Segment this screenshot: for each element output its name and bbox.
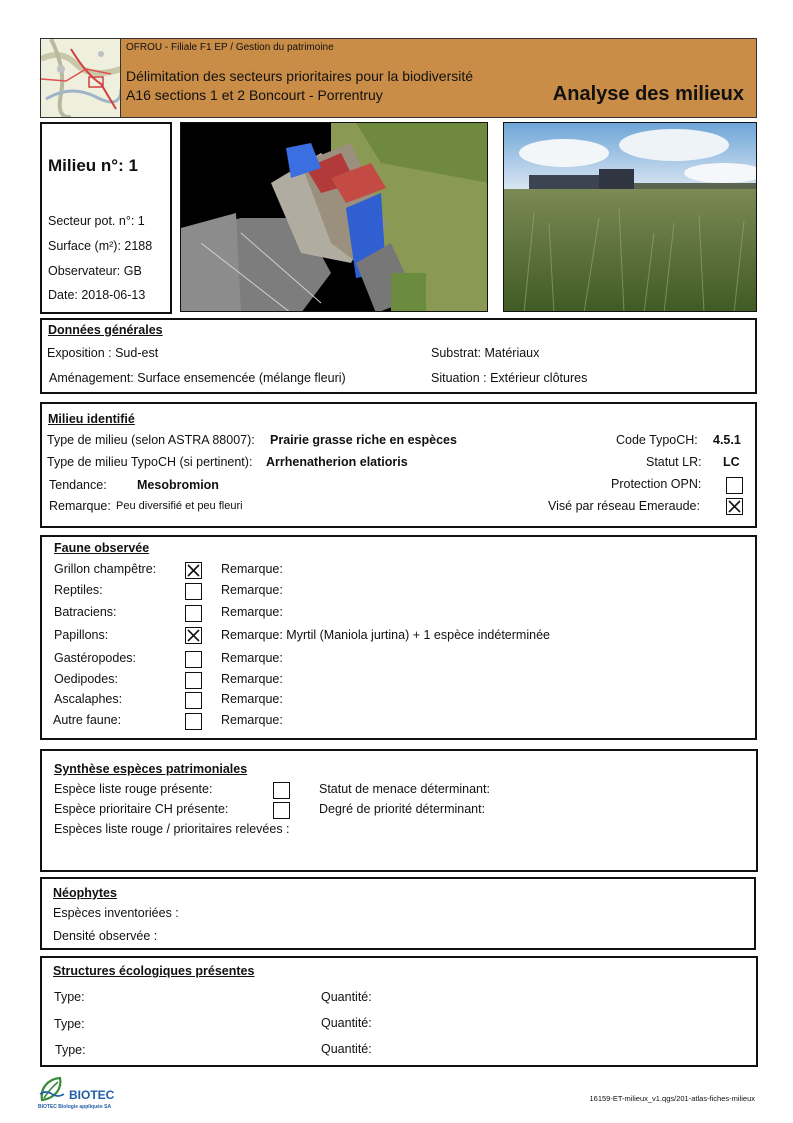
document-reference: 16159-ET-milieux_v1.qgs/201-atlas-fiches-milieux [589, 1094, 755, 1103]
fauna-checkbox[interactable] [185, 672, 202, 689]
code-typoch-label: Code TypoCH: [616, 433, 698, 447]
situation-value: Situation : Extérieur clôtures [431, 371, 588, 385]
fauna-checkbox[interactable] [185, 651, 202, 668]
project-title-line1: Délimitation des secteurs prioritaires pour la biodiversité [126, 68, 474, 84]
date-value: Date: 2018-06-13 [48, 288, 146, 302]
section-title: Milieu identifié [48, 412, 135, 426]
biotec-logo [38, 1076, 118, 1112]
observer-value: Observateur: GB [48, 264, 142, 278]
logo-text: BIOTEC [69, 1088, 115, 1102]
location-map-thumbnail [41, 39, 121, 117]
type-astra-value: Prairie grasse riche en espèces [270, 433, 457, 447]
fauna-name: Oedipodes: [54, 672, 118, 686]
organisation-label: OFROU - Filiale F1 EP / Gestion du patrimoine [126, 42, 334, 53]
fauna-checkbox[interactable] [185, 562, 202, 579]
code-typoch-value: 4.5.1 [713, 433, 741, 447]
statut-lr-label: Statut LR: [646, 455, 702, 469]
fauna-name: Papillons: [54, 628, 109, 642]
leaf-logo-icon [38, 1076, 68, 1104]
amenagement-value: Aménagement: Surface ensemencée (mélange fleuri) [49, 371, 346, 385]
check-x-icon [727, 499, 742, 514]
structure-quantity-label: Quantité: [321, 1042, 372, 1056]
fauna-remark: Remarque: Myrtil (Maniola jurtina) + 1 espèce indéterminée [221, 628, 550, 642]
ecological-structures-section [40, 956, 758, 1067]
fauna-checkbox[interactable] [185, 627, 202, 644]
section-title: Synthèse espèces patrimoniales [54, 762, 248, 776]
structure-type-label: Type: [54, 990, 85, 1004]
fauna-name: Reptiles: [54, 583, 103, 597]
structure-quantity-label: Quantité: [321, 1016, 372, 1030]
aerial-photo [180, 122, 488, 312]
fauna-name: Ascalaphes: [54, 692, 123, 706]
identified-habitat-section [40, 402, 757, 528]
remarque-value: Peu diversifié et peu fleuri [116, 500, 243, 512]
structure-type-label: Type: [55, 1043, 86, 1057]
inventoried-species-label: Espèces inventoriées : [53, 906, 179, 920]
type-astra-label: Type de milieu (selon ASTRA 88007): [47, 433, 255, 447]
site-photo [503, 122, 757, 312]
substrat-value: Substrat: Matériaux [431, 346, 540, 360]
tendance-label: Tendance: [49, 478, 107, 492]
neophytes-section [40, 877, 756, 950]
protection-opn-checkbox[interactable] [726, 477, 743, 494]
priority-species-checkbox[interactable] [273, 802, 290, 819]
recorded-species-label: Espèces liste rouge / prioritaires relevées : [54, 822, 290, 836]
type-typoch-value: Arrhenatherion elatioris [266, 455, 408, 469]
secteur-number: Secteur pot. n°: 1 [48, 214, 145, 228]
emeraude-label: Visé par réseau Emeraude: [548, 499, 700, 513]
fauna-name: Grillon champêtre: [54, 562, 157, 576]
exposition-value: Exposition : Sud-est [47, 346, 159, 360]
fauna-remark: Remarque: [221, 605, 283, 619]
threat-status-label: Statut de menace déterminant: [319, 782, 490, 796]
statut-lr-value: LC [723, 455, 740, 469]
fauna-remark: Remarque: [221, 583, 283, 597]
observed-fauna-section [40, 535, 757, 740]
header-banner [40, 38, 757, 118]
fauna-remark: Remarque: [221, 651, 283, 665]
milieu-number: Milieu n°: 1 [48, 156, 138, 175]
fauna-name: Gastéropodes: [54, 651, 136, 665]
fauna-name: Autre faune: [53, 713, 122, 727]
fauna-checkbox[interactable] [185, 605, 202, 622]
fauna-checkbox[interactable] [185, 692, 202, 709]
section-title: Données générales [48, 323, 163, 337]
logo-subtitle: BIOTEC Biologie appliquée SA [38, 1104, 112, 1110]
document-title: Analyse des milieux [552, 83, 744, 105]
fauna-remark: Remarque: [221, 713, 283, 727]
type-typoch-label: Type de milieu TypoCH (si pertinent): [47, 455, 253, 469]
priority-species-label: Espèce prioritaire CH présente: [54, 802, 229, 816]
fauna-remark: Remarque: [221, 562, 283, 576]
structure-type-label: Type: [54, 1017, 85, 1031]
surface-value: Surface (m²): 2188 [48, 239, 153, 253]
red-list-checkbox[interactable] [273, 782, 290, 799]
project-title-line2: A16 sections 1 et 2 Boncourt - Porrentruy [126, 87, 383, 103]
red-list-label: Espèce liste rouge présente: [54, 782, 213, 796]
fauna-checkbox[interactable] [185, 583, 202, 600]
general-data-section [40, 318, 757, 394]
protection-opn-label: Protection OPN: [611, 477, 702, 491]
section-title: Néophytes [53, 886, 117, 900]
milieu-info-box [40, 122, 172, 314]
section-title: Structures écologiques présentes [53, 964, 255, 978]
fauna-checkbox[interactable] [185, 713, 202, 730]
priority-degree-label: Degré de priorité déterminant: [319, 802, 486, 816]
check-x-icon [186, 563, 201, 578]
fauna-remark: Remarque: [221, 672, 283, 686]
check-x-icon [186, 628, 201, 643]
structure-quantity-label: Quantité: [321, 990, 372, 1004]
tendance-value: Mesobromion [137, 478, 219, 492]
heritage-species-section [40, 749, 758, 872]
section-title: Faune observée [54, 541, 150, 555]
fauna-remark: Remarque: [221, 692, 283, 706]
emeraude-checkbox[interactable] [726, 498, 743, 515]
observed-density-label: Densité observée : [53, 929, 158, 943]
fauna-name: Batraciens: [54, 605, 117, 619]
remarque-label: Remarque: [49, 499, 111, 513]
